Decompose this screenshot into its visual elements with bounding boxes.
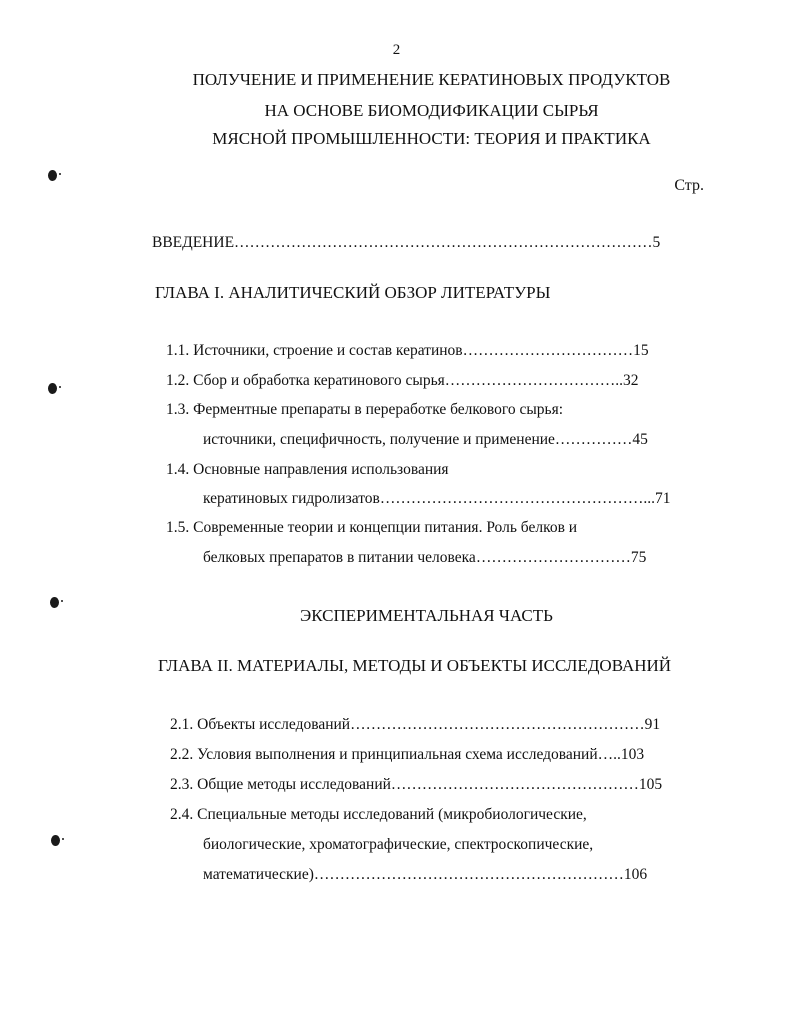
document-title-line-1: ПОЛУЧЕНИЕ И ПРИМЕНЕНИЕ КЕРАТИНОВЫХ ПРОДУКТОВ xyxy=(192,70,671,89)
document-title-line-3: МЯСНОЙ ПРОМЫШЛЕННОСТИ: ТЕОРИЯ И ПРАКТИКА xyxy=(212,129,651,148)
document-title-line-2: НА ОСНОВЕ БИОМОДИФИКАЦИИ СЫРЬЯ xyxy=(264,101,599,120)
toc-entry-1-4-continued: кератиновых гидролизатов……………………………………………...71 xyxy=(203,490,671,507)
toc-entry-2-4: 2.4. Специальные методы исследований (микробиологические, xyxy=(170,806,587,823)
experimental-part-heading: ЭКСПЕРИМЕНТАЛЬНАЯ ЧАСТЬ xyxy=(300,606,553,625)
toc-introduction: ВВЕДЕНИЕ………………………………………………………………………5 xyxy=(152,234,661,251)
toc-entry-2-2: 2.2. Условия выполнения и принципиальная схема исследований…..103 xyxy=(170,746,645,763)
toc-entry-1-5: 1.5. Современные теории и концепции питания. Роль белков и xyxy=(166,519,578,536)
toc-entry-1-1: 1.1. Источники, строение и состав кератинов……………………………15 xyxy=(166,342,649,359)
chapter-1-heading: ГЛАВА I. АНАЛИТИЧЕСКИЙ ОБЗОР ЛИТЕРАТУРЫ xyxy=(155,283,551,302)
toc-entry-2-4-continued-2: математические)……………………………………………………106 xyxy=(203,866,648,883)
toc-entry-1-4: 1.4. Основные направления использования xyxy=(166,461,449,478)
binding-hole-mark xyxy=(48,170,57,181)
binding-hole-mark xyxy=(51,835,60,846)
toc-entry-2-3: 2.3. Общие методы исследований…………………………………………105 xyxy=(170,776,663,793)
toc-entry-1-5-continued: белковых препаратов в питании человека…………………………75 xyxy=(203,549,647,566)
page-column-label: Стр. xyxy=(674,177,704,194)
toc-entry-2-4-continued-1: биологические, хроматографические, спектроскопические, xyxy=(203,836,594,853)
toc-entry-1-3-continued: источники, специфичность, получение и применение……………45 xyxy=(203,431,648,448)
toc-entry-2-1: 2.1. Объекты исследований…………………………………………………91 xyxy=(170,716,661,733)
toc-entry-1-2: 1.2. Сбор и обработка кератинового сырья……………………………..32 xyxy=(166,372,639,389)
chapter-2-heading: ГЛАВА II. МАТЕРИАЛЫ, МЕТОДЫ И ОБЪЕКТЫ ИССЛЕДОВАНИЙ xyxy=(158,656,672,675)
page-number: 2 xyxy=(392,42,401,58)
binding-hole-mark xyxy=(50,597,59,608)
binding-hole-mark xyxy=(48,383,57,394)
toc-entry-1-3: 1.3. Ферментные препараты в переработке белкового сырья: xyxy=(166,401,564,418)
